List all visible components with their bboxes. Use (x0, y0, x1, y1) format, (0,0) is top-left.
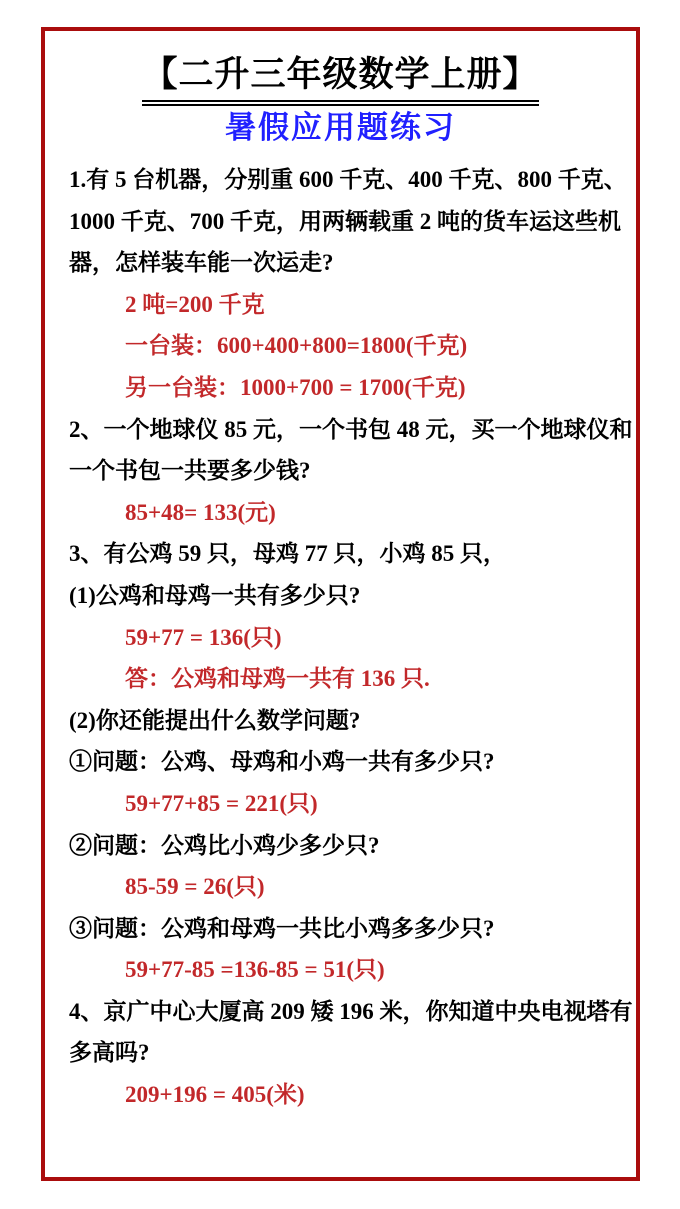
worksheet-border-frame (41, 27, 640, 1181)
problem-line: ①问题：公鸡、母鸡和小鸡一共有多少只? (69, 749, 495, 775)
answer-line: 答：公鸡和母鸡一共有 136 只. (125, 666, 430, 692)
answer-line: 2 吨=200 千克 (125, 291, 265, 317)
problem-line: ②问题：公鸡比小鸡少多少只? (69, 832, 380, 858)
answer-line: 209+196 = 405(米) (125, 1082, 305, 1108)
worksheet-content (45, 31, 636, 1116)
problem-line: ③问题：公鸡和母鸡一共比小鸡多多少只? (69, 915, 495, 941)
answer-line: 85-59 = 26(只) (125, 874, 265, 900)
problem-line: 1000 千克、700 千克，用两辆载重 2 吨的货车运这些机 (69, 208, 621, 234)
answer-line: 85+48= 133(元) (125, 499, 276, 525)
problem-line: 3、有公鸡 59 只，母鸡 77 只，小鸡 85 只， (69, 541, 506, 567)
worksheet-body (69, 159, 633, 1116)
answer-line: 一台装：600+400+800=1800(千克) (125, 333, 468, 359)
answer-line: 59+77 = 136(只) (125, 624, 282, 650)
answer-line: 59+77+85 = 221(只) (125, 790, 318, 816)
problem-line: 4、京广中心大厦高 209 矮 196 米，你知道中央电视塔有 (69, 998, 633, 1024)
worksheet-title (69, 51, 612, 106)
problem-line: (1)公鸡和母鸡一共有多少只? (69, 582, 361, 608)
problem-line: 2、一个地球仪 85 元，一个书包 48 元，买一个地球仪和 (69, 416, 633, 442)
problem-line: 器，怎样装车能一次运走? (69, 250, 334, 276)
problem-line: 1.有 5 台机器，分别重 600 千克、400 千克、800 千克、 (69, 167, 627, 192)
worksheet-subtitle: 暑假应用题练习 (225, 110, 456, 145)
worksheet-title-text: 【二升三年级数学上册】 (142, 51, 538, 106)
answer-line: 另一台装：1000+700 = 1700(千克) (125, 374, 466, 400)
problem-line: (2)你还能提出什么数学问题? (69, 707, 361, 733)
answer-line: 59+77-85 =136-85 = 51(只) (125, 957, 385, 983)
problem-line: 一个书包一共要多少钱? (69, 458, 311, 484)
problem-line: 多高吗? (69, 1040, 150, 1066)
